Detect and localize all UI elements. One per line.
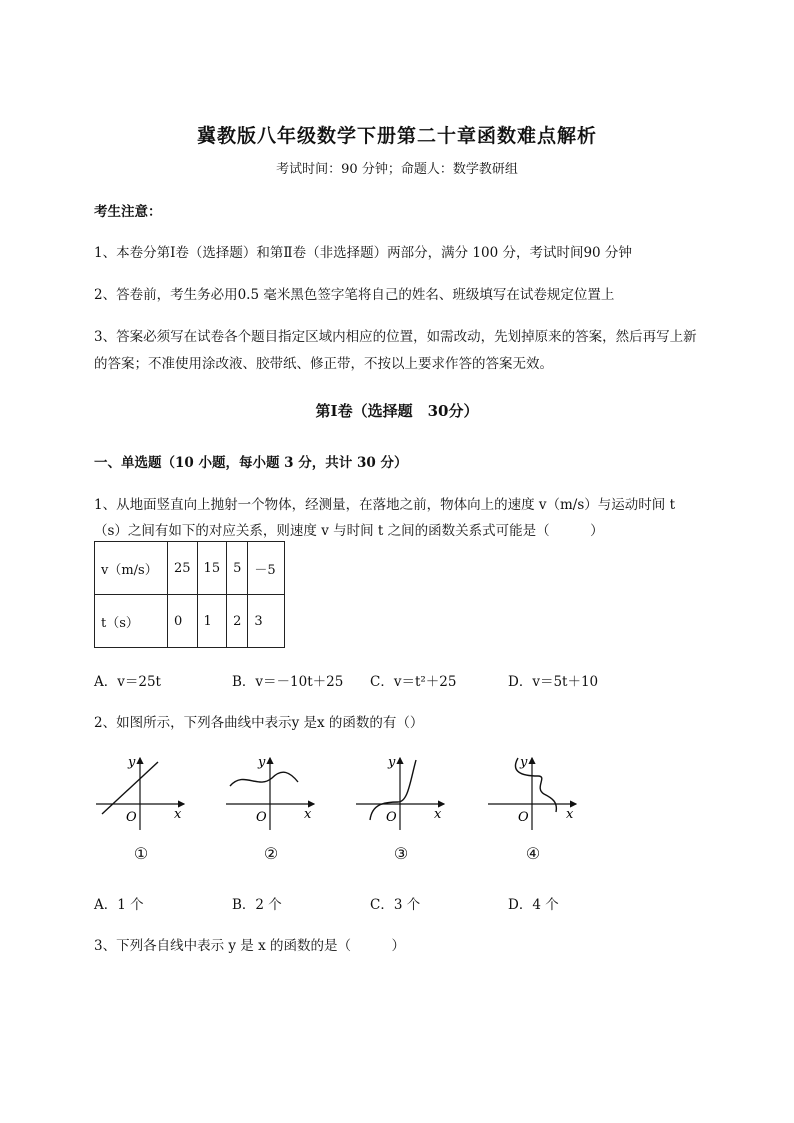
part-heading: 一、单选题（10 小题，每小题 3 分，共计 30 分） (94, 455, 408, 471)
graph-curve (230, 772, 298, 786)
y-axis-label: y (128, 755, 136, 770)
section-title: 第Ⅰ卷（选择题 30分） (315, 402, 479, 420)
graph-4 (486, 752, 586, 832)
origin-label: O (256, 810, 267, 825)
table-cell: －5 (248, 542, 285, 595)
graph-1 (94, 752, 194, 832)
table-cell: 5 (227, 542, 248, 595)
origin-label: O (518, 810, 529, 825)
q1-stem-line2: （s）之间有如下的对应关系，则速度 v 与时间 t 之间的函数关系式可能是（ ） (94, 523, 604, 539)
exam-info: 考试时间：90 分钟；命题人：数学教研组 (276, 162, 518, 177)
y-axis-label: y (520, 755, 528, 770)
notice-heading: 考生注意： (94, 204, 162, 220)
q2-option-b[interactable]: B．2 个 (232, 897, 282, 913)
graph-label-2: ② (263, 844, 279, 863)
graph-label-4: ④ (525, 844, 541, 863)
table-cell: 0 (168, 595, 198, 648)
table-cell: 25 (168, 542, 198, 595)
y-axis-label: y (258, 755, 266, 770)
q2-option-c[interactable]: C．3 个 (370, 897, 421, 913)
notice-item-3-cont: 的答案；不准使用涂改液、胶带纸、修正带，不按以上要求作答的答案无效。 (94, 356, 553, 372)
q1-option-a[interactable]: A．v＝25t (94, 674, 161, 690)
x-axis-label: x (304, 807, 312, 822)
table-cell: 1 (197, 595, 227, 648)
q2-option-d[interactable]: D．4 个 (508, 897, 559, 913)
q3-stem: 3、下列各自线中表示 y 是 x 的函数的是（ ） (94, 938, 405, 954)
q2-option-a[interactable]: A．1 个 (94, 897, 144, 913)
x-axis-label: x (174, 807, 182, 822)
graph-label-1: ① (133, 844, 149, 863)
q1-stem-line1: 1、从地面竖直向上抛射一个物体，经测量，在落地之前，物体向上的速度 v（m/s）与运动时间 t (94, 497, 675, 513)
table-cell: t（s） (95, 595, 168, 648)
q1-option-d[interactable]: D．v＝5t＋10 (508, 674, 599, 690)
notice-item-2: 2、答卷前，考生务必用0.5 毫米黑色签字笔将自己的姓名、班级填写在试卷规定位置上 (94, 287, 615, 303)
notice-item-3: 3、答案必须写在试卷各个题目指定区域内相应的位置，如需改动，先划掉原来的答案，然后再写上新 (94, 329, 697, 345)
origin-label: O (386, 810, 397, 825)
velocity-time-table (94, 541, 285, 648)
table-row (95, 542, 285, 595)
table-cell: 2 (227, 595, 248, 648)
graph-2 (224, 752, 324, 832)
q1-option-b[interactable]: B．v＝－10t＋25 (232, 674, 344, 690)
q2-stem: 2、如图所示，下列各曲线中表示y 是x 的函数的有（） (94, 715, 424, 731)
notice-item-1: 1、本卷分第Ⅰ卷（选择题）和第Ⅱ卷（非选择题）两部分，满分 100 分，考试时间90 分钟 (94, 245, 632, 261)
origin-label: O (126, 810, 137, 825)
graph-3 (354, 752, 454, 832)
graph-label-3: ③ (393, 844, 409, 863)
y-axis-label: y (388, 755, 396, 770)
table-cell: 15 (197, 542, 227, 595)
q1-option-c[interactable]: C．v＝t²＋25 (370, 674, 457, 690)
table-cell: 3 (248, 595, 285, 648)
table-row (95, 595, 285, 648)
x-axis-label: x (566, 807, 574, 822)
page-title: 冀教版八年级数学下册第二十章函数难点解析 (196, 125, 597, 147)
x-axis-label: x (434, 807, 442, 822)
table-cell: v（m/s） (95, 542, 168, 595)
